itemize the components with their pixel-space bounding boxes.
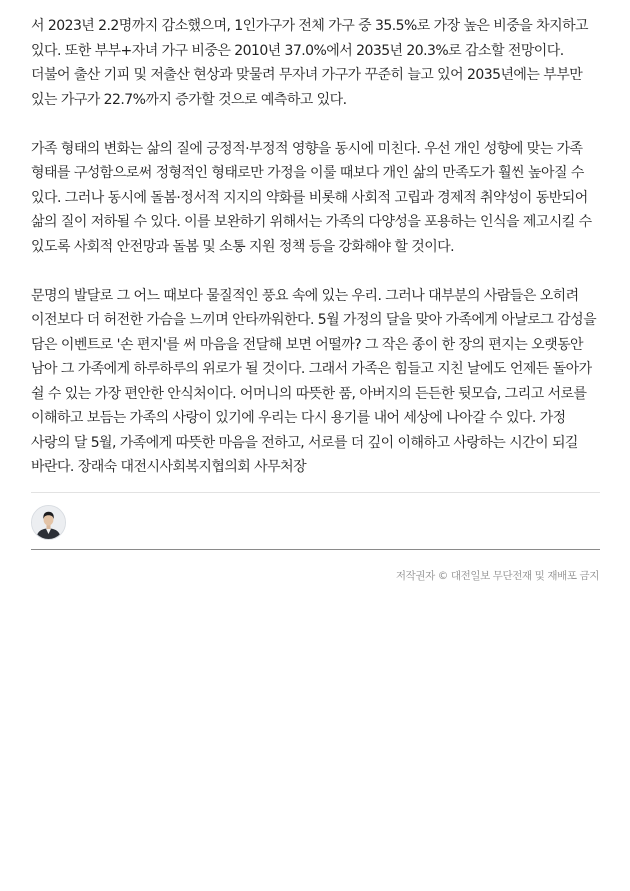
article-paragraph: 서 2023년 2.2명까지 감소했으며, 1인가구가 전체 가구 중 35.5%로 가장 높은 비중을 차지하고 있다. 또한 부부+자녀 가구 비중은 2010년 37.0%에서 2035년 20.3%로 감소할 전망이다. 더불어 출산 기피 및 저출산 현상과 맞물려 무자녀 가구가 꾸준히 늘고 있어 2035년에는 부부만 있는 가구가 22.7%까지 증가할 것으로 예측하고 있다.: [31, 18, 589, 108]
author-section-divider-top: [31, 492, 600, 493]
copyright-notice: 저작권자 © 대전일보 무단전재 및 재배포 금지: [395, 570, 599, 582]
person-portrait-icon: [32, 506, 65, 539]
article-paragraph: 문명의 발달로 그 어느 때보다 물질적인 풍요 속에 있는 우리. 그러나 대부분의 사람들은 오히려 이전보다 더 허전한 가슴을 느끼며 안타까워한다. 5월 가정의 달을 맞아 가족에게 아날로그 감성을 담은 이벤트로 '손 편지'를 써 마음을 전달해 보면 어떨까? 그 작은 종이 한 장의 편지는 오랫동안 남아 그 가족에게 하루하루의 위로가 될 것이다. 그래서 가족은 힘들고 지친 날에도 언제든 돌아가 쉴 수 있는 가장 편안한 안식처이다. 어머니의 따뜻한 품, 아버지의 든든한 뒷모습, 그리고 서로를 이해하고 보듬는 가족의 사랑이 있기에 우리는 다시 용기를 내어 세상에 나아갈 수 있다. 가정 사랑의 달 5월, 가족에게 따뜻한 마음을 전하고, 서로를 더 깊이 이해하고 사랑하는 시간이 되길 바란다. 장래숙 대전시사회복지협의회 사무처장: [31, 287, 597, 475]
author-avatar[interactable]: [31, 505, 66, 540]
author-section-divider-bottom: [31, 549, 600, 550]
author-box: [31, 505, 600, 541]
article-paragraph: 가족 형태의 변화는 삶의 질에 긍정적·부정적 영향을 동시에 미친다. 우선 개인 성향에 맞는 가족 형태를 구성함으로써 정형적인 형태로만 가정을 이룰 때보다 개인 삶의 만족도가 훨씬 높아질 수 있다. 그러나 동시에 돌봄·정서적 지지의 약화를 비롯해 사회적 고립과 경제적 취약성이 동반되어 삶의 질이 저하될 수 있다. 이를 보완하기 위해서는 가족의 다양성을 포용하는 인식을 제고시킬 수 있도록 사회적 안전망과 돌봄 및 소통 지원 정책 등을 강화해야 할 것이다.: [31, 140, 592, 255]
article-body: [31, 14, 603, 480]
